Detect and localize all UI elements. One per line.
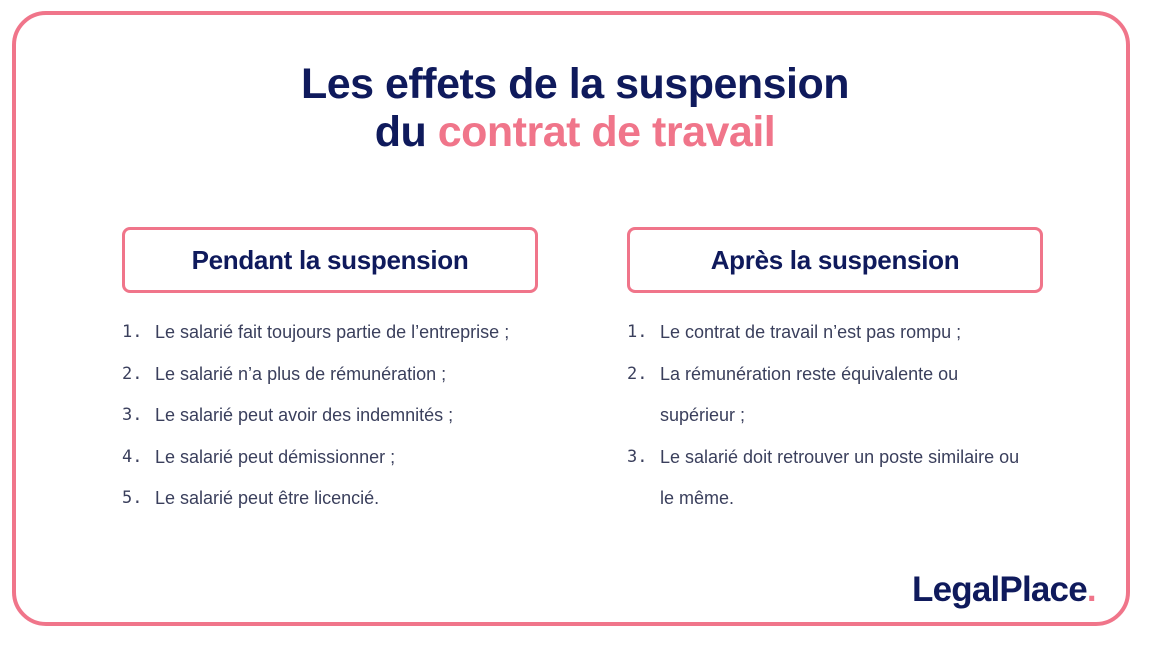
- list-item: [122, 354, 522, 396]
- item-text: Le contrat de travail n’est pas rompu ;: [660, 322, 962, 342]
- title-line-2-prefix: du: [374, 108, 438, 156]
- item-text: La rémunération reste équivalente ou supérieur ;: [660, 363, 959, 425]
- item-text: Le salarié peut être licencié.: [155, 488, 380, 508]
- list-item: [627, 354, 1027, 437]
- item-text: Le salarié fait toujours partie de l’entreprise ;: [155, 322, 510, 342]
- list-item: [122, 312, 522, 354]
- item-number: 5.: [122, 488, 143, 508]
- heading-box-during: [122, 227, 538, 293]
- list-item: [122, 437, 522, 479]
- list-item: [122, 395, 522, 437]
- item-number: 4.: [122, 446, 143, 467]
- logo-dot: .: [1086, 570, 1096, 609]
- item-text: Le salarié n’a plus de rémunération ;: [155, 363, 447, 384]
- list-item: [627, 437, 1027, 520]
- list-item: [122, 478, 522, 520]
- logo-text: LegalPlace: [912, 570, 1087, 609]
- item-number: 1.: [627, 322, 648, 342]
- item-number: 1.: [122, 322, 143, 342]
- title-line-1: Les effets de la suspension: [300, 60, 850, 108]
- heading-during: Pendant la suspension: [191, 244, 469, 275]
- item-text: Le salarié peut avoir des indemnités ;: [155, 405, 454, 425]
- list-item: [627, 312, 1027, 354]
- page-title: [0, 60, 1150, 156]
- legalplace-logo: [912, 566, 1096, 614]
- list-after: [627, 312, 1027, 520]
- item-number: 3.: [627, 446, 648, 467]
- item-number: 2.: [627, 363, 648, 384]
- item-number: 2.: [122, 363, 143, 384]
- heading-box-after: [627, 227, 1043, 293]
- list-during: [122, 312, 522, 520]
- title-line-2: [0, 108, 1150, 156]
- heading-after: Après la suspension: [710, 244, 960, 275]
- title-accent: contrat de travail: [437, 108, 776, 156]
- item-number: 3.: [122, 405, 143, 425]
- item-text: Le salarié peut démissionner ;: [155, 446, 396, 467]
- item-text: Le salarié doit retrouver un poste similaire ou le même.: [660, 446, 1020, 508]
